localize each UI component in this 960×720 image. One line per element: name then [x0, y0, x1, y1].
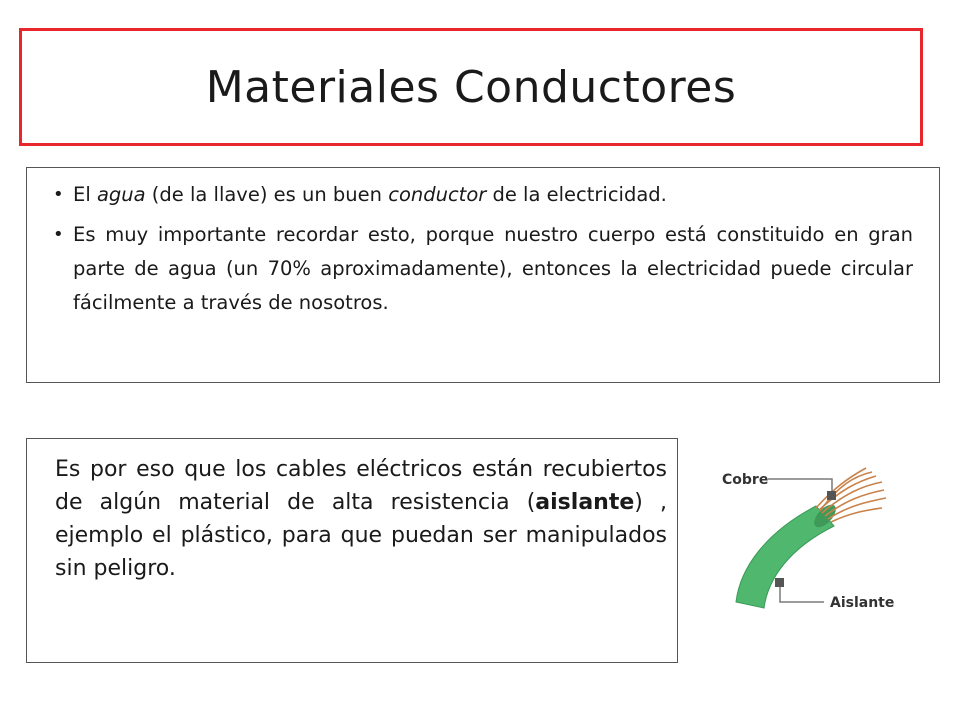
copper-marker — [827, 491, 836, 500]
bullet-text: (de la llave) es un buen — [145, 183, 389, 206]
note-text: Es por eso que los cables eléctricos están recubiertos de algún material de alta resistencia ( — [55, 457, 667, 515]
cable-illustration — [706, 450, 926, 620]
bullet-item-body — [55, 218, 913, 320]
note-paragraph — [55, 453, 667, 585]
note-box — [26, 438, 678, 663]
label-cobre: Cobre — [722, 472, 769, 488]
bullet-text: El — [73, 183, 97, 206]
bullets-box — [26, 167, 940, 383]
bullet-emphasis-conductor: conductor — [388, 183, 487, 206]
copper-strands — [816, 468, 886, 522]
title-box — [19, 28, 923, 146]
bullet-emphasis-agua: agua — [96, 183, 146, 206]
note-text: ) , ejemplo el plástico, para que puedan ser manipulados sin peligro. — [55, 490, 667, 581]
insulation-marker — [775, 578, 784, 587]
slide-title: Materiales Conductores — [205, 61, 737, 113]
cable-diagram — [706, 450, 926, 620]
note-bold-aislante: aislante — [535, 490, 635, 515]
bullet-item-water — [55, 178, 913, 212]
bullet-text: Es muy importante recordar esto, porque nuestro cuerpo está constituido en gran parte de agua (un 70% aproximadamente), entonces la electricidad puede circular fácilmente a través de nosotros. — [73, 223, 913, 314]
bullet-text: de la electricidad. — [486, 183, 667, 206]
bullet-list — [55, 178, 913, 320]
label-aislante: Aislante — [830, 595, 895, 611]
